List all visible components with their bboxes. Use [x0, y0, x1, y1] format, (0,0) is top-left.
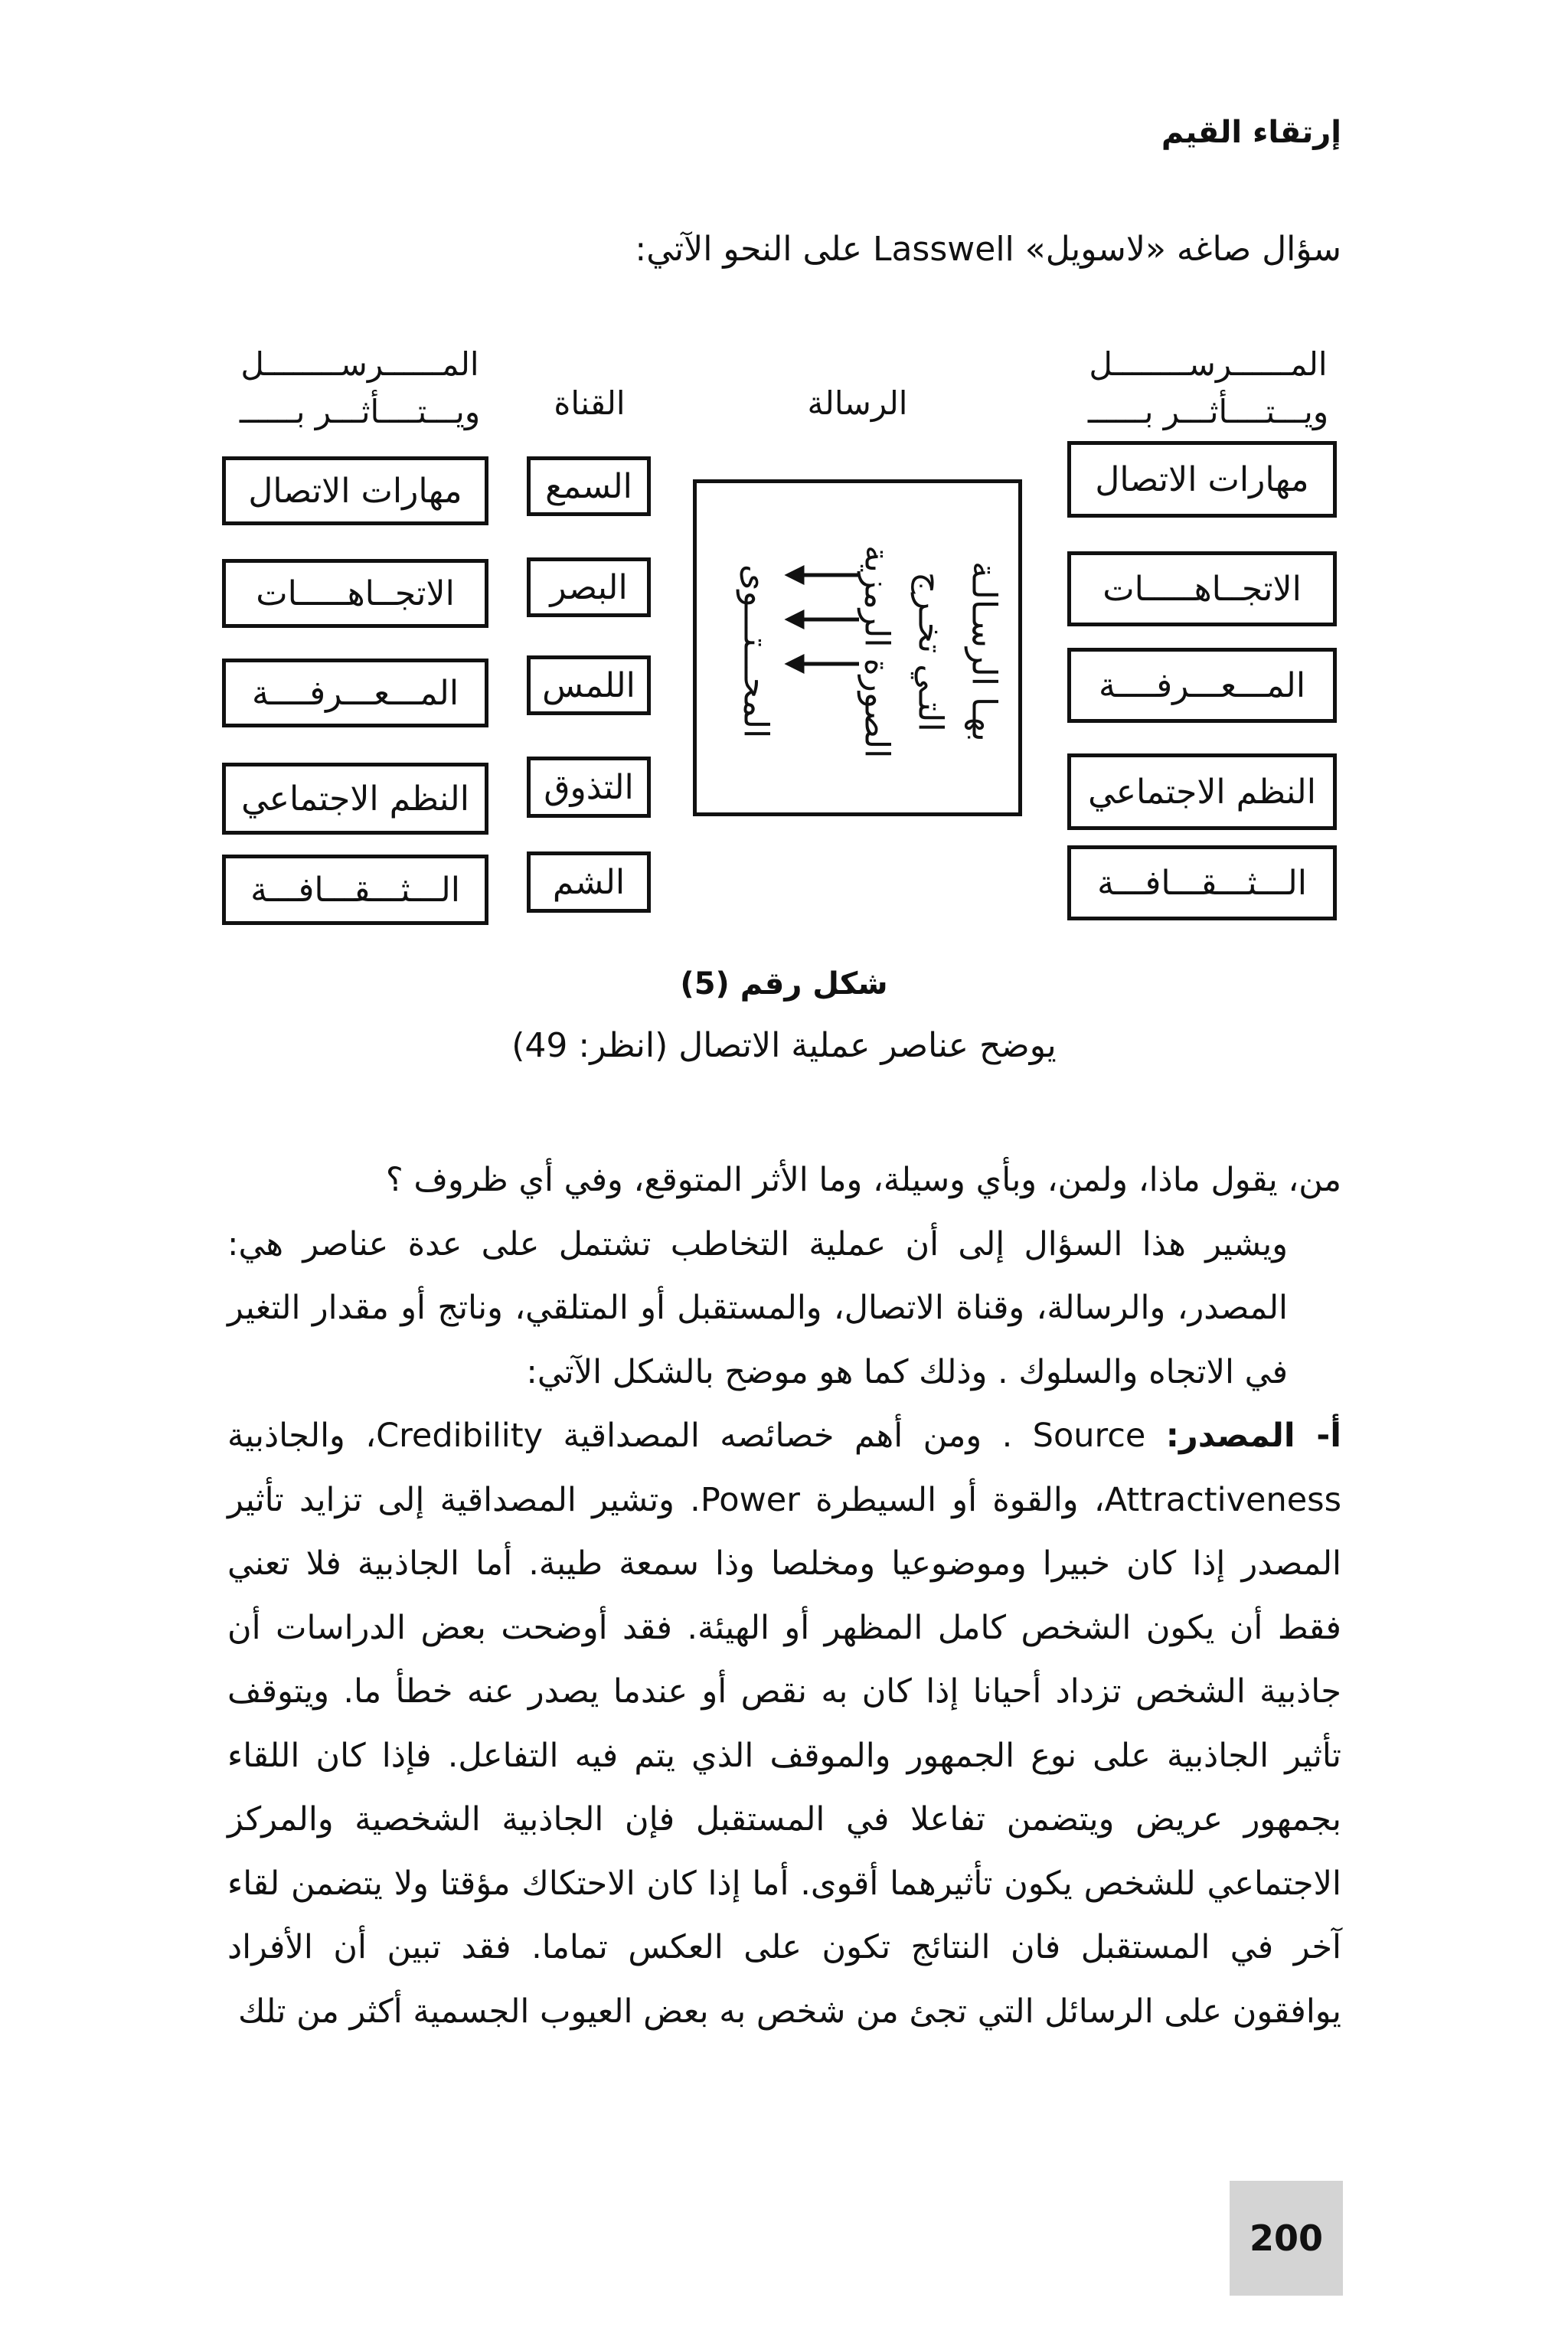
- right-box-knowledge: المـــعـــرفــــة: [1067, 648, 1337, 723]
- right-heading-line-1: المــــــرســــــــل: [1089, 345, 1328, 383]
- channel-box-hearing: السمع: [527, 456, 651, 516]
- left-column-heading: [222, 341, 498, 436]
- right-box-attitudes: الاتجــاهـــــات: [1067, 551, 1337, 626]
- figure-caption-title: شكل رقم (5): [680, 966, 888, 1002]
- left-box-social-systems: النظم الاجتماعي: [222, 763, 488, 835]
- message-col-3: الصورة الرمزية: [857, 544, 897, 759]
- page-number: 200: [1230, 2181, 1343, 2296]
- source-label: أ- المصدر:: [1165, 1417, 1341, 1455]
- message-column-heading: الرسالة: [807, 384, 908, 422]
- body-text: [227, 1149, 1341, 2044]
- channel-box-touch: اللمس: [527, 655, 651, 715]
- left-heading-line-2: ويـــتــــأثـــر بــــــ: [239, 393, 481, 430]
- message-col-4: المحـــتـــوى: [736, 564, 776, 739]
- channel-column-heading: القناة: [554, 384, 626, 422]
- left-box-attitudes: الاتجــاهـــــات: [222, 559, 488, 628]
- left-box-culture: الـــثـــقـــافـــة: [222, 855, 488, 925]
- right-box-social-systems: النظم الاجتماعي: [1067, 753, 1337, 830]
- intro-line: سؤال صاغه «لاسويل» Lasswell على النحو الآتي:: [635, 230, 1341, 269]
- right-column-heading: [1070, 341, 1346, 436]
- running-header: إرتقاء القيم: [1161, 115, 1341, 150]
- figure-caption-subtitle: يوضح عناصر عملية الاتصال (انظر: 49): [511, 1026, 1057, 1065]
- arrows-icon: [782, 560, 867, 682]
- right-box-culture: الـــثـــقـــافـــة: [1067, 845, 1337, 920]
- left-heading-line-1: المــــــرســــــــل: [240, 345, 479, 383]
- channel-box-taste: التذوق: [527, 757, 651, 818]
- message-col-1: بهـا الرسـالـة: [964, 561, 1004, 742]
- left-box-knowledge: المـــعـــرفــــة: [222, 659, 488, 727]
- right-heading-line-2: ويـــتــــأثـــر بــــــ: [1087, 393, 1329, 430]
- left-box-skills: مهارات الاتصال: [222, 456, 488, 525]
- paragraph-3: [227, 1404, 1341, 2044]
- paragraph-1: من، يقول ماذا، ولمن، وبأي وسيلة، وما الأثر المتوقع، وفي أي ظروف ؟: [385, 1161, 1341, 1199]
- message-box: [693, 479, 1022, 816]
- right-box-skills: مهارات الاتصال: [1067, 441, 1337, 518]
- message-col-2: التـي تخـرج: [910, 571, 950, 732]
- paragraph-2: ويشير هذا السؤال إلى أن عملية التخاطب تشتمل على عدة عناصر هي: المصدر، والرسالة، وقناة الاتصال، والمستقبل أو المتلقي، وناتج أو مقدار التغير في الاتجاه والسلوك . وذلك كما هو موضح بالشكل الآتي:: [227, 1224, 1288, 1391]
- channel-box-sight: البصر: [527, 557, 651, 617]
- channel-box-smell: الشم: [527, 851, 651, 913]
- paragraph-3-text: Source . ومن أهم خصائصه المصداقية Credibility، والجاذبية Attractiveness، والقوة أو السيطرة Power. وتشير المصداقية إلى تزايد تأثير المصدر إذا كان خبيرا وموضوعيا ومخلصا وذا سمعة طيبة. أما الجاذبية فلا تعني فقط أن يكون الشخص كامل المظهر أو الهيئة. فقد أوضحت بعض الدراسات أن جاذبية الشخص تزداد أحيانا إذا كان به نقص أو عندما يصدر عنه خطأ ما. ويتوقف تأثير الجاذبية على نوع الجمهور والموقف الذي يتم فيه التفاعل. فإذا كان اللقاء بجمهور عريض ويتضمن تفاعلا في المستقبل فإن الجاذبية الشخصية والمركز الاجتماعي للشخص يكون تأثيرهما أقوى. أما إذا كان الاحتكاك مؤقتا ولا يتضمن لقاء آخر في المستقبل فان النتائج تكون على العكس تماما. فقد تبين أن الأفراد يوافقون على الرسائل التي تجئ من شخص به بعض العيوب الجسمية أكثر من تلك: [227, 1417, 1341, 2031]
